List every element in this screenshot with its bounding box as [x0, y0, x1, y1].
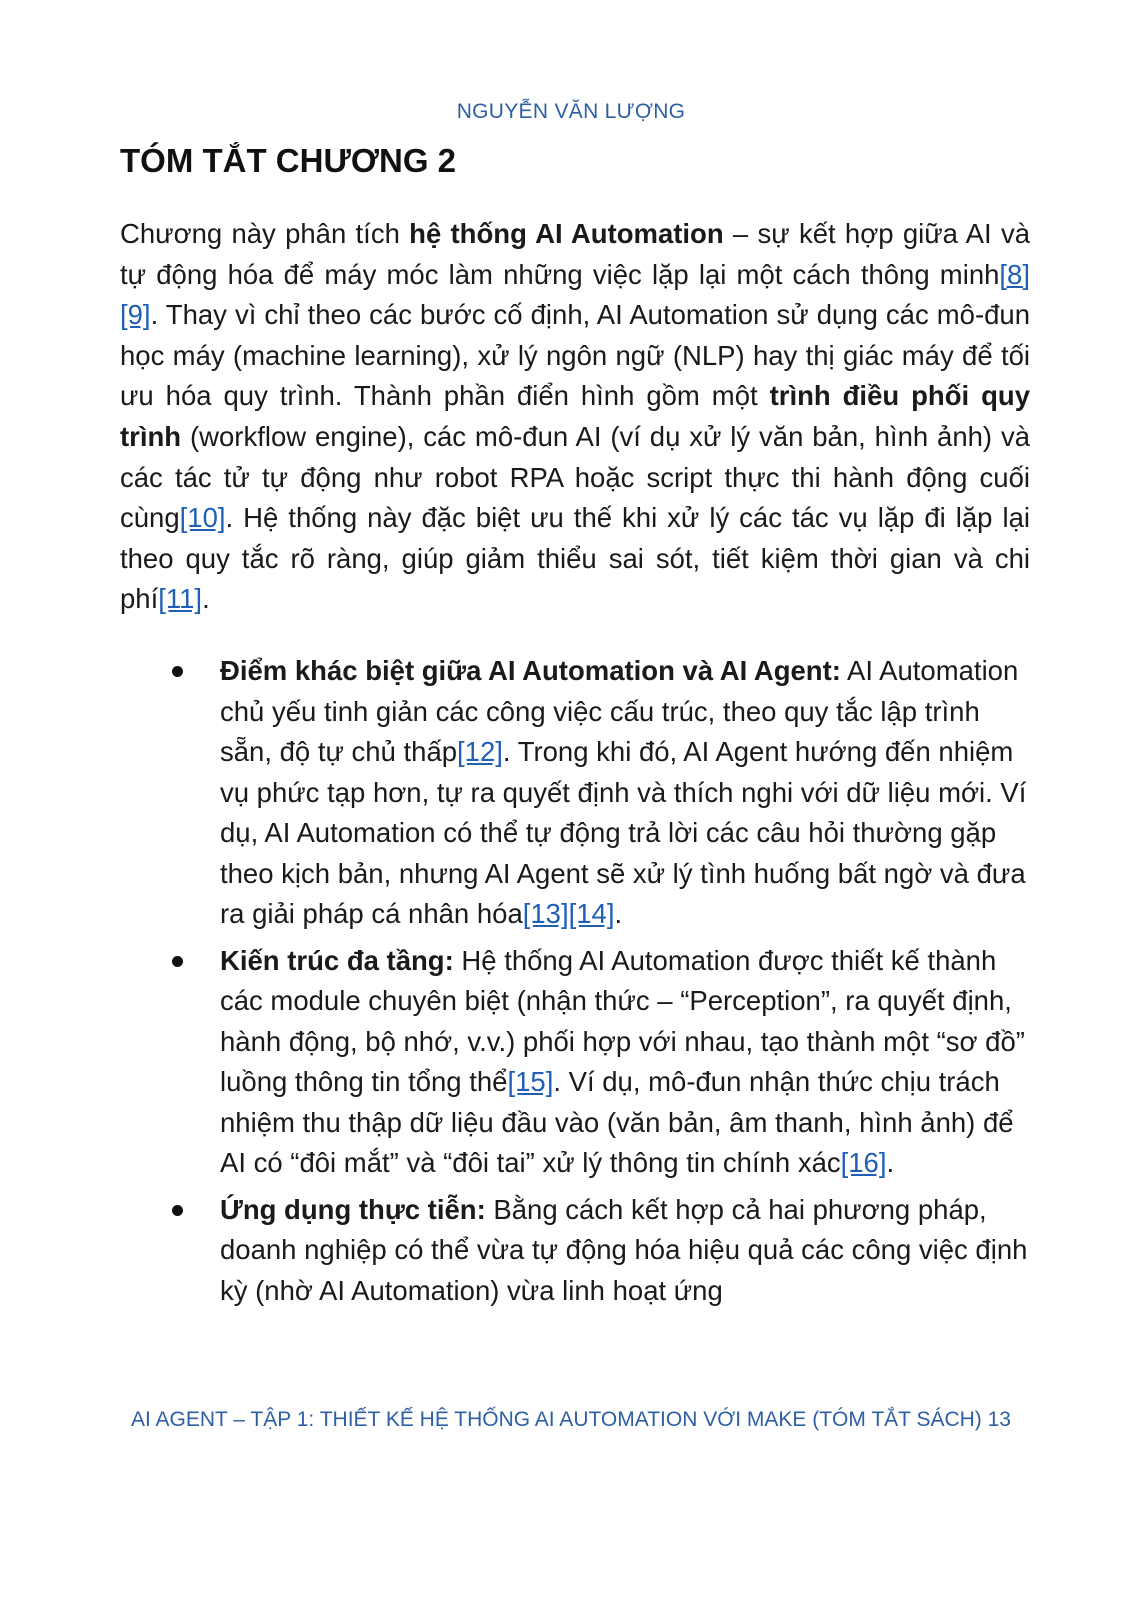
intro-bold-term: hệ thống AI Automation: [409, 218, 724, 249]
intro-text: . Hệ thống này đặc biệt ưu thế khi xử lý các tác vụ lặp đi lặp lại theo quy tắc rõ ràng, giúp giảm thiểu sai sót, tiết kiệm thời gian và chi phí: [120, 502, 1030, 615]
intro-text: Chương này phân tích: [120, 218, 410, 249]
bullet-heading: Điểm khác biệt giữa AI Automation và AI Agent:: [220, 655, 841, 686]
intro-paragraph: [120, 214, 1030, 620]
intro-text: – sự kết hợp giữa AI và tự động hóa để máy móc làm những việc lặp lại một cách thông minh: [120, 218, 1030, 290]
chapter-title: TÓM TẮT CHƯƠNG 2: [120, 142, 457, 179]
intro-text: .: [202, 583, 210, 615]
summary-bullet-list: [220, 651, 1030, 1317]
bullet-dot-icon: [172, 666, 183, 677]
bullet-dot-icon: [172, 1205, 183, 1216]
bullet-dot-icon: [172, 956, 183, 967]
bullet-item-applications: [220, 1190, 1030, 1312]
citation-link-12[interactable]: [12]: [457, 736, 503, 767]
citation-link-13[interactable]: [13]: [522, 898, 569, 929]
bullet-text: . Ví dụ, mô-đun nhận thức chịu trách nhiệm thu thập dữ liệu đầu vào (văn bản, âm thanh, hình ảnh) để AI có “đôi mắt” và “đôi tai” xử lý thông tin chính xác: [220, 1066, 1014, 1178]
bullet-text: Hệ thống AI Automation được thiết kế thành các module chuyên biệt (nhận thức – “Perception”, ra quyết định, hành động, bộ nhớ, v.v.) phối hợp với nhau, tạo thành một “sơ đồ” luồng thông tin tổng thể: [220, 944, 1025, 1097]
bullet-item-differences: [220, 651, 1030, 935]
running-footer: AI AGENT – TẬP 1: THIẾT KẾ HỆ THỐNG AI AUTOMATION VỚI MAKE (TÓM TẮT SÁCH) 13: [130, 1408, 1011, 1431]
citation-link-16[interactable]: [16]: [840, 1147, 887, 1178]
citation-link-14[interactable]: [14]: [568, 898, 615, 929]
bullet-heading: Kiến trúc đa tầng:: [220, 944, 454, 976]
intro-bold-term: trình điều phối quy trình: [120, 380, 1030, 452]
bullet-item-architecture: [220, 941, 1030, 1184]
citation-link-10[interactable]: [10]: [179, 502, 226, 534]
running-header: NGUYỄN VĂN LƯỢNG: [456, 100, 686, 123]
intro-text: (workflow engine), các mô-đun AI (ví dụ xử lý văn bản, hình ảnh) và các tác tử tự động như robot RPA hoặc script thực thi hành động cuối cùng: [120, 420, 1030, 534]
citation-link-8[interactable]: [8]: [999, 258, 1030, 290]
bullet-text: . Trong khi đó, AI Agent hướng đến nhiệm vụ phức tạp hơn, tự ra quyết định và thích nghi với dữ liệu mới. Ví dụ, AI Automation có thể tự động trả lời các câu hỏi thường gặp theo kịch bản, nhưng AI Agent sẽ xử lý tình huống bất ngờ và đưa ra giải pháp cá nhân hóa: [220, 736, 1027, 929]
bullet-text: .: [614, 898, 623, 929]
citation-link-9[interactable]: [9]: [120, 299, 151, 331]
bullet-text: Bằng cách kết hợp cả hai phương pháp, doanh nghiệp có thể vừa tự động hóa hiệu quả các công việc định kỳ (nhờ AI Automation) vừa linh hoạt ứng: [220, 1193, 1028, 1306]
citation-link-11[interactable]: [11]: [158, 583, 203, 615]
citation-link-15[interactable]: [15]: [507, 1066, 554, 1097]
bullet-heading: Ứng dụng thực tiễn:: [220, 1193, 486, 1225]
bullet-text: .: [886, 1147, 895, 1178]
bullet-text: AI Automation chủ yếu tinh giản các công việc cấu trúc, theo quy tắc lập trình sẵn, độ tự chủ thấp: [220, 655, 1019, 767]
intro-text: . Thay vì chỉ theo các bước cố định, AI Automation sử dụng các mô-đun học máy (machine learning), xử lý ngôn ngữ (NLP) hay thị giác máy để tối ưu hóa quy trình. Thành phần điển hình gồm một: [120, 299, 1030, 412]
